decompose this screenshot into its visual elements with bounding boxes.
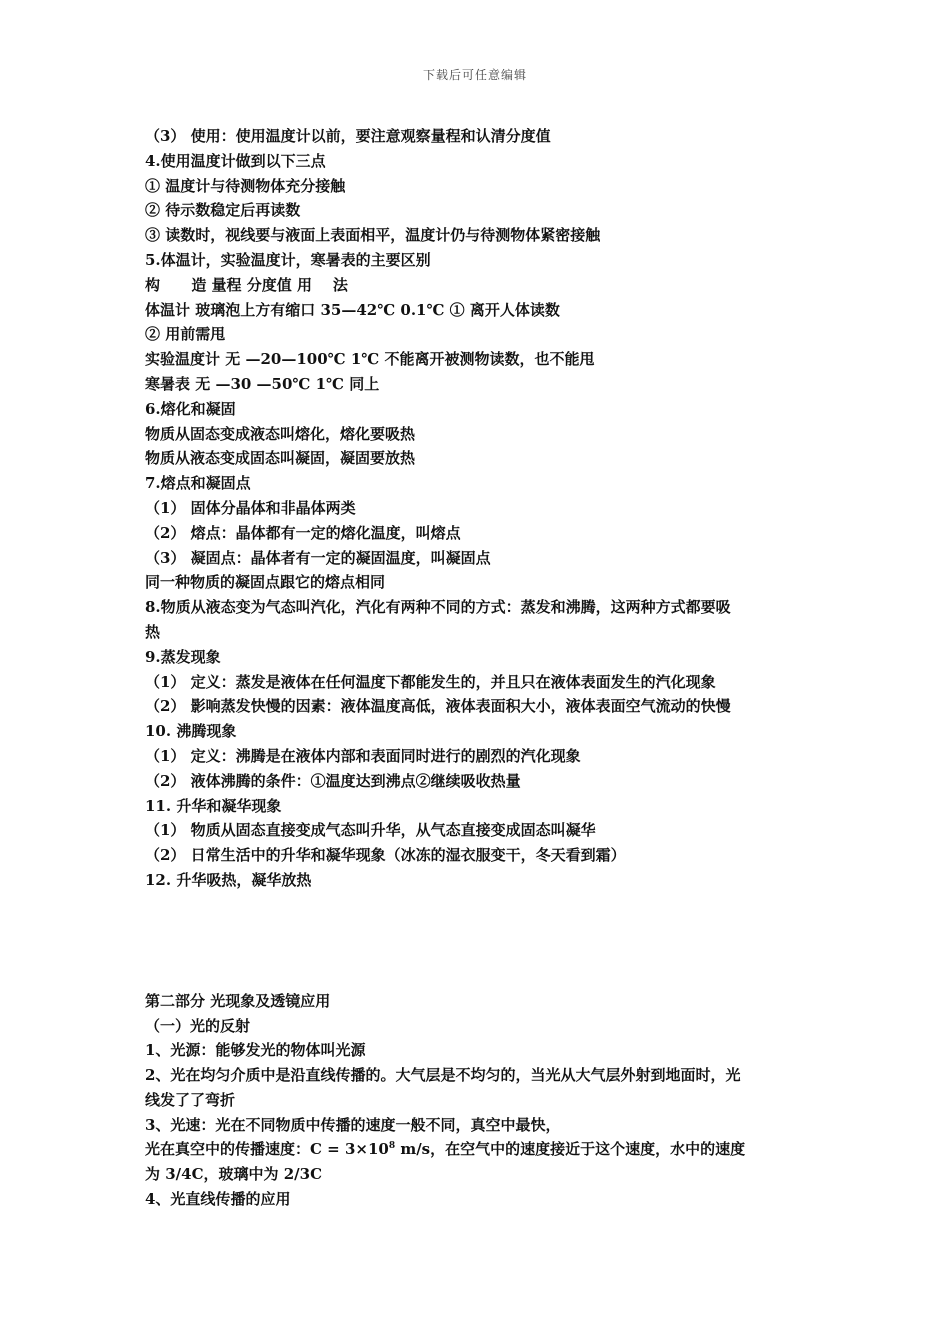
text-line: 实验温度计 无 —20—100℃ 1℃ 不能离开被测物读数，也不能甩 [145,350,595,369]
text-line: 体温计 玻璃泡上方有缩口 35—42℃ 0.1℃ ① 离开人体读数 [145,300,560,319]
text-line: 1、光源：能够发光的物体叫光源 [145,1041,366,1060]
text-line: 4.使用温度计做到以下三点 [145,151,326,170]
text-line: （3） 使用：使用温度计以前，要注意观察量程和认清分度值 [145,127,551,145]
text-line: 12. 升华吸热，凝华放热 [145,870,312,889]
text-line: ③ 读数时，视线要与液面上表面相平，温度计仍与待测物体紧密接触 [145,226,601,245]
text-line: 3、光速：光在不同物质中传播的速度一般不同，真空中最快， [145,1115,561,1134]
text-line: （1） 固体分晶体和非晶体两类 [145,498,356,517]
text-line: （3） 凝固点：晶体者有一定的凝固温度，叫凝固点 [145,548,491,567]
text-line: 第二部分 光现象及透镜应用 [145,991,331,1010]
text-line: 10. 沸腾现象 [145,722,237,741]
section-gap [145,893,815,989]
text-line: （1） 物质从固态直接变成气态叫升华，从气态直接变成固态叫凝华 [145,821,596,840]
text-line: （2） 液体沸腾的条件：①温度达到沸点②继续吸收热量 [145,771,521,790]
text-line: 线发了了弯折 [145,1090,236,1109]
section-heat-phase-changes [145,124,815,893]
text-line: （一）光的反射 [145,1016,251,1035]
text-line: ② 待示数稳定后再读数 [145,201,301,220]
text-line: 热 [145,622,161,641]
text-line-light-speed: 光在真空中的传播速度：$C = 3\times 10^8$ m/s，在空气中的速度接近于这个速度，水中的速度 [145,1140,746,1159]
section-light-phenomena-cont [145,1162,815,1212]
text-line: 5.体温计，实验温度计，寒暑表的主要区别 [145,250,431,269]
text-line: （2） 影响蒸发快慢的因素：液体温度高低，液体表面积大小，液体表面空气流动的快慢 [145,697,731,716]
text-line: （2） 日常生活中的升华和凝华现象（冰冻的湿衣服变干，冬天看到霜） [145,846,626,865]
text-line: 6.熔化和凝固 [145,399,236,418]
text-line: （1） 定义：蒸发是液体在任何温度下都能发生的，并且只在液体表面发生的汽化现象 [145,672,716,691]
text-line: 同一种物质的凝固点跟它的熔点相同 [145,573,386,592]
text-line: 4、光直线传播的应用 [145,1190,291,1209]
section-light-phenomena [145,989,815,1138]
text-line: 为 3/4C，玻璃中为 2/3C [145,1165,323,1184]
text-line: 2、光在均匀介质中是沿直线传播的。大气层是不均匀的，当光从大气层外射到地面时，光 [145,1066,741,1085]
text-line: ① 温度计与待测物体充分接触 [145,176,346,195]
text-line: 11. 升华和凝华现象 [145,796,282,815]
text-line: 7.熔点和凝固点 [145,474,251,493]
text-line: 9.蒸发现象 [145,647,221,666]
text-line: （2） 熔点：晶体都有一定的熔化温度，叫熔点 [145,523,461,542]
text-line: 寒暑表 无 —30 —50℃ 1℃ 同上 [145,374,380,393]
text-line: ② 用前需甩 [145,325,226,344]
text-line: 8.物质从液态变为气态叫汽化，汽化有两种不同的方式：蒸发和沸腾，这两种方式都要吸 [145,598,731,617]
document-body [145,124,815,1212]
text-line: 物质从液态变成固态叫凝固，凝固要放热 [145,449,416,468]
page-header: 下载后可任意编辑 [422,68,527,82]
text-line: 构 造 量程 分度值 用 法 [145,275,348,294]
text-line: （1） 定义：沸腾是在液体内部和表面同时进行的剧烈的汽化现象 [145,746,581,765]
text-line: 物质从固态变成液态叫熔化，熔化要吸热 [145,424,416,443]
